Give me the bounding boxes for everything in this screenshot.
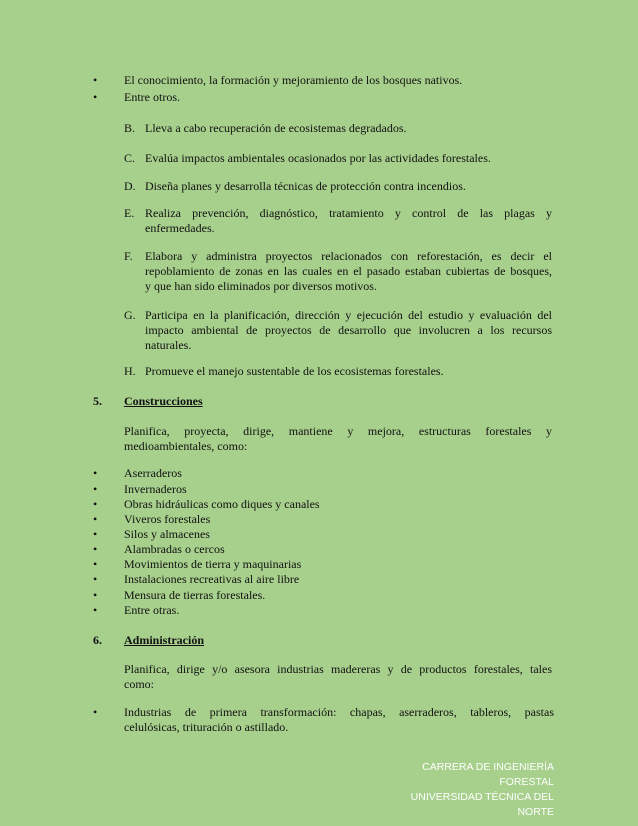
section-title: Construcciones	[124, 394, 203, 408]
footer	[384, 760, 554, 820]
bullet-icon: •	[93, 73, 98, 87]
section-heading	[93, 633, 204, 648]
list-item-text: El conocimiento, la formación y mejoramiento de los bosques nativos.	[124, 73, 463, 87]
item-letter: E.	[124, 206, 135, 220]
item-text: naturales.	[145, 338, 192, 352]
intro-line: Planifica, dirige y/o asesora industrias madereras y de productos forestales, tales	[124, 662, 552, 676]
item-letter: F.	[124, 249, 133, 263]
bullet-icon: •	[93, 603, 98, 617]
item-text: Lleva a cabo recuperación de ecosistemas degradados.	[145, 121, 407, 135]
bullet-icon: •	[93, 90, 98, 104]
bullet-icon: •	[93, 705, 98, 719]
bullet-icon: •	[93, 557, 98, 571]
lettered-item	[124, 151, 552, 166]
list-item-text: Entre otros.	[124, 90, 180, 104]
item-text: Diseña planes y desarrolla técnicas de protección contra incendios.	[145, 179, 466, 193]
lettered-item	[124, 249, 552, 294]
section-intro	[124, 424, 552, 454]
intro-line: como:	[124, 677, 154, 691]
list-item-text: Mensura de tierras forestales.	[124, 588, 266, 602]
bullet-icon: •	[93, 542, 98, 556]
list-item-line: celulósicas, trituración o astillado.	[124, 720, 289, 734]
list-item-text: Entre otras.	[124, 603, 180, 617]
lettered-item	[124, 121, 552, 136]
item-text: Elabora y administra proyectos relacionados con reforestación, es decir el	[145, 249, 552, 263]
intro-line: medioambientales, como:	[124, 439, 248, 453]
section-intro	[124, 662, 552, 692]
bullet-icon: •	[93, 482, 98, 496]
bullet-icon: •	[93, 497, 98, 511]
bullet-icon: •	[93, 572, 98, 586]
bullet-icon: •	[93, 466, 98, 480]
item-text: enfermedades.	[145, 221, 215, 235]
item-letter: D.	[124, 179, 136, 193]
item-text: repoblamiento de zonas en las cuales en el pasado estaban cubiertas de bosques,	[145, 264, 552, 278]
footer-line: UNIVERSIDAD TÉCNICA DEL NORTE	[410, 791, 554, 818]
item-letter: H.	[124, 364, 136, 378]
item-letter: B.	[124, 121, 136, 135]
list-item-line: Industrias de primera transformación: chapas, aserraderos, tableros, pastas	[124, 705, 554, 719]
list-item-text: Alambradas o cercos	[124, 542, 225, 556]
item-letter: G.	[124, 308, 136, 322]
lettered-item	[124, 179, 552, 194]
item-text: Realiza prevención, diagnóstico, tratamiento y control de las plagas y	[145, 206, 552, 220]
item-text: Participa en la planificación, dirección y ejecución del estudio y evaluación del	[145, 308, 552, 322]
section-title: Administración	[124, 633, 205, 647]
footer-line: CARRERA DE INGENIERÍA FORESTAL	[422, 761, 554, 788]
lettered-item	[124, 308, 552, 353]
list-item-text: Obras hidráulicas como diques y canales	[124, 497, 320, 511]
section-number: 6.	[93, 633, 102, 647]
bullet-icon: •	[93, 512, 98, 526]
item-text: y que han sido eliminados por diversos motivos.	[145, 279, 377, 293]
list-item-text: Viveros forestales	[124, 512, 211, 526]
list-item-text: Silos y almacenes	[124, 527, 210, 541]
bullet-icon: •	[93, 588, 98, 602]
list-item-text: Movimientos de tierra y maquinarias	[124, 557, 302, 571]
lettered-item	[124, 206, 552, 236]
item-text: Evalúa impactos ambientales ocasionados por las actividades forestales.	[145, 151, 491, 165]
list-item-text: Instalaciones recreativas al aire libre	[124, 572, 300, 586]
list-item-text: Invernaderos	[124, 482, 187, 496]
section-heading	[93, 394, 203, 409]
lettered-item	[124, 364, 552, 379]
list-item-text	[124, 705, 554, 735]
section-number: 5.	[93, 394, 102, 408]
item-text: impacto ambiental de proyectos de desarrollo que involucren a los recursos	[145, 323, 552, 337]
item-letter: C.	[124, 151, 136, 165]
bullet-icon: •	[93, 527, 98, 541]
intro-line: Planifica, proyecta, dirige, mantiene y mejora, estructuras forestales y	[124, 424, 552, 438]
list-item-text: Aserraderos	[124, 466, 182, 480]
item-text: Promueve el manejo sustentable de los ecosistemas forestales.	[145, 364, 444, 378]
